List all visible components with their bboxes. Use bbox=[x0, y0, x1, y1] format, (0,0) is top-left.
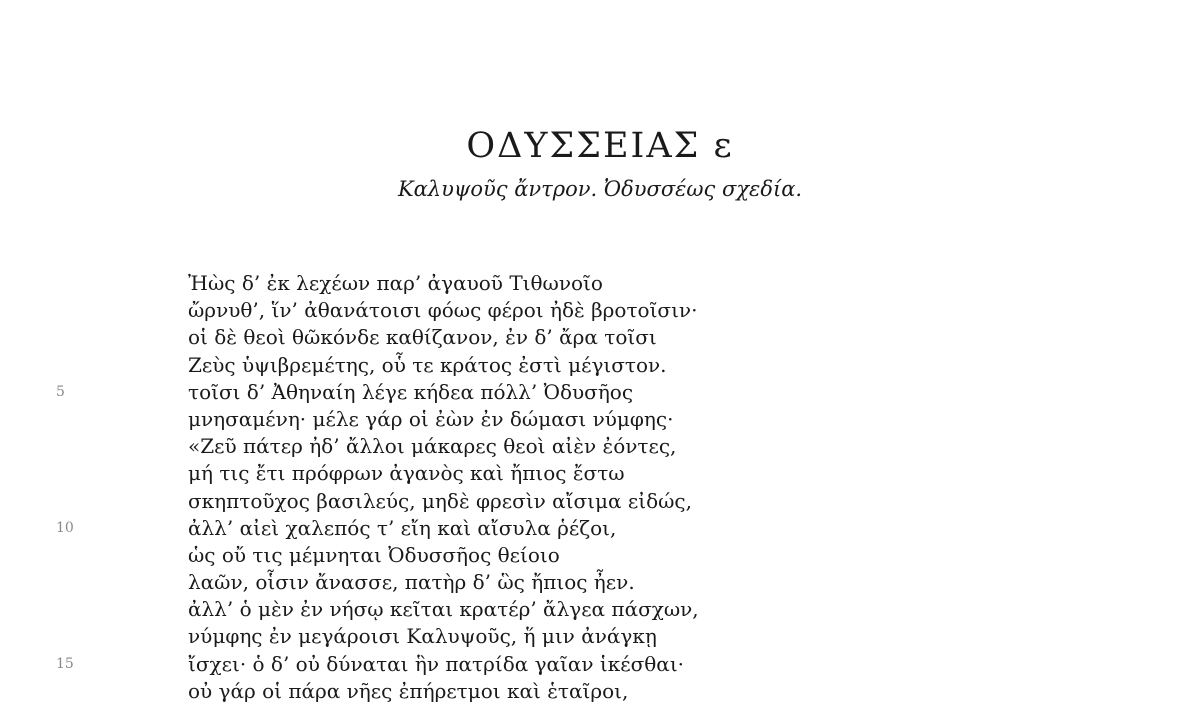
poem-line bbox=[0, 406, 1200, 433]
poem-line bbox=[0, 433, 1200, 460]
line-text: οὐ γάρ οἱ πάρα νῆες ἐπήρετμοι καὶ ἑταῖροι, bbox=[188, 678, 629, 703]
poem-line bbox=[0, 297, 1200, 324]
poem-line bbox=[0, 352, 1200, 379]
line-text: λαῶν, οἷσιν ἄνασσε, πατὴρ δ’ ὣς ἤπιος ἦεν. bbox=[188, 570, 635, 595]
poem-line bbox=[0, 623, 1200, 650]
poem-lines bbox=[0, 270, 1200, 705]
poem-line bbox=[0, 596, 1200, 623]
line-text: τοῖσι δ’ Ἀθηναίη λέγε κήδεα πόλλ’ Ὀδυσῆος bbox=[188, 379, 634, 404]
line-number: 10 bbox=[56, 519, 74, 536]
line-text: «Ζεῦ πάτερ ἠδ’ ἄλλοι μάκαρες θεοὶ αἰὲν ἐόντες, bbox=[188, 434, 677, 459]
line-text: νύμφης ἐν μεγάροισι Καλυψοῦς, ἥ μιν ἀνάγκῃ bbox=[188, 624, 657, 649]
poem-line bbox=[0, 488, 1200, 515]
line-number: 15 bbox=[56, 655, 74, 672]
poem-line bbox=[0, 460, 1200, 487]
line-text: ὡς οὔ τις μέμνηται Ὀδυσσῆος θείοιο bbox=[188, 542, 560, 567]
line-text: Ζεὺς ὑψιβρεμέτης, οὗ τε κράτος ἐστὶ μέγιστον. bbox=[188, 352, 667, 377]
book-title: ΟΔΥΣΣΕΙΑΣ ε bbox=[466, 126, 734, 166]
line-text: ὤρνυθ’, ἵν’ ἀθανάτοισι φόως φέροι ἠδὲ βροτοῖσιν· bbox=[188, 298, 698, 323]
line-text: ἴσχει· ὁ δ’ οὐ δύναται ἣν πατρίδα γαῖαν ἱκέσθαι· bbox=[188, 651, 685, 676]
poem-line bbox=[0, 270, 1200, 297]
poem-line bbox=[0, 678, 1200, 705]
poem-line bbox=[0, 651, 1200, 678]
poem-line bbox=[0, 569, 1200, 596]
poem-line bbox=[0, 379, 1200, 406]
poem-line bbox=[0, 542, 1200, 569]
line-text: οἱ δὲ θεοὶ θῶκόνδε καθίζανον, ἐν δ’ ἄρα τοῖσι bbox=[188, 325, 657, 350]
line-text: ἀλλ’ αἰεὶ χαλεπός τ’ εἴη καὶ αἴσυλα ῥέζοι, bbox=[188, 515, 617, 540]
line-number: 5 bbox=[56, 383, 65, 400]
line-text: μνησαμένη· μέλε γάρ οἱ ἐὼν ἐν δώμασι νύμφης· bbox=[188, 406, 674, 431]
line-text: σκηπτοῦχος βασιλεύς, μηδὲ φρεσὶν αἴσιμα εἰδώς, bbox=[188, 488, 692, 513]
poem-line bbox=[0, 515, 1200, 542]
poem-line bbox=[0, 324, 1200, 351]
line-text: ἀλλ’ ὁ μὲν ἐν νήσῳ κεῖται κρατέρ’ ἄλγεα πάσχων, bbox=[188, 597, 699, 622]
line-text: μή τις ἔτι πρόφρων ἀγανὸς καὶ ἤπιος ἔστω bbox=[188, 461, 625, 486]
line-text: Ἠὼς δ’ ἐκ λεχέων παρ’ ἀγαυοῦ Τιθωνοῖο bbox=[188, 271, 603, 295]
book-subtitle: Καλυψοῦς ἄντρον. Ὀδυσσέως σχεδία. bbox=[397, 177, 803, 201]
